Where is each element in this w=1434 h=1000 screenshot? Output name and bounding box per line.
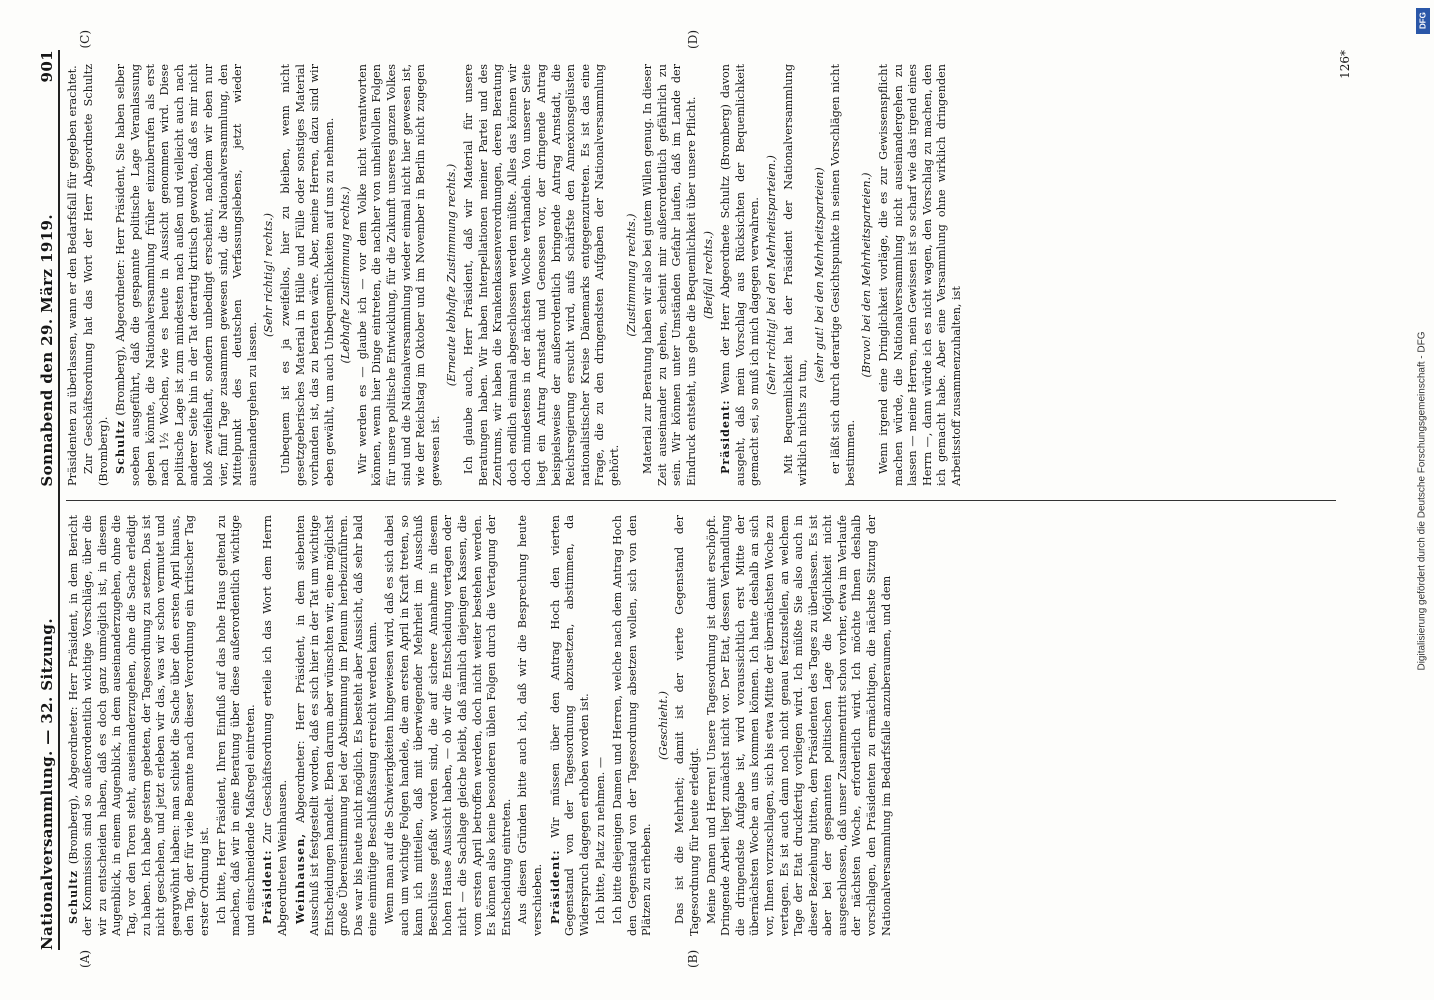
left-column [66, 500, 1336, 950]
signature-mark: 126* [1337, 50, 1352, 79]
paragraph-text: Mit Bequemlichkeit hat der Präsident der Nationalversammlung wirklich nichts zu tun, [781, 64, 810, 486]
paragraph-text: Ich glaube auch, Herr Präsident, daß wir Material für unsere Beratungen haben. Wir haben Interpellationen meiner Partei und des Zentrums, wir haben die Krankenkassenverordnungen, deren Beratung doch endlich einmal abgeschlossen werden müßte. Alles das können wir doch mindestens in der nächsten Woche verhandeln. Von unserer Seite liegt ein Antrag Arnstadt und Genossen vor, der dringende Antrag beispielsweise der außerordentlich bringende Antrag Arnstadt, die Reichsregierung ersucht wird, aufs schärfste den Annexionsgelüsten nationalistischer Kreise Dänemarks entgegenzutreten. Es ist das eine Frage, die zu den dringendsten Aufgaben der Nationalversammlung gehört. [462, 64, 621, 486]
paragraph [516, 515, 545, 936]
document-page [30, 30, 1370, 970]
paragraph-text: (sehr gut! bei den Mehrheitsparteien) [812, 167, 826, 383]
paragraph [705, 515, 895, 936]
paragraph-text: Ich bitte, Platz zu nehmen. — [594, 756, 608, 924]
paragraph-text: Abgeordneter: Herr Präsident, in dem siebenten Ausschuß ist festgestellt worden, daß es sich hier in der Tat um wichtige Entscheidungen handelt. Eben darum aber wünschten wir, eine möglichst große Übereinstimmung bei der Abstimmung im Plenum herbeizuführen. Das war bis heute nicht möglich. Es besteht aber Aussicht, daß sehr bald eine einmütige Beschlußfassung erreicht werden kann. [293, 515, 380, 936]
dfg-badge: DFG [1416, 8, 1430, 34]
stage-direction [657, 515, 672, 936]
paragraph [293, 515, 382, 936]
paragraph-text: er läßt sich durch derartige Gesichtspunkte in seinen Vorschlägen nicht bestimmen. [829, 64, 857, 486]
paragraph-text: (Zustimmung rechts.) [624, 213, 638, 337]
paragraph [718, 64, 763, 486]
paragraph [594, 515, 609, 936]
paragraph [673, 515, 702, 936]
paragraph-text: Ich bitte, Herr Präsident, Ihren Einfluß auf das hohe Haus geltend zu machen, daß wir in eine Beratung über diese außerordentlich wichtige und einschneidende Maßregel eintreten. [214, 515, 257, 936]
paragraph [66, 64, 81, 486]
paragraph [641, 64, 699, 486]
stage-direction [765, 64, 780, 486]
stage-direction [339, 64, 354, 486]
paragraph-text: Wir werden es — glaube ich — vor dem Volke nicht verantworten können, wenn hier Dinge eintreten, die nachher von unheilvollen Folgen für unsere politische Entwicklung, für die Zukunft unseres ganzen Volkes sind und die Nationalversammlung wieder einmal nicht hier gewesen ist, wie der Reichstag im Oktober und im November in Berlin nicht zugegen gewesen ist. [355, 64, 442, 486]
paragraph [462, 64, 623, 486]
paragraph-text: (Sehr richtig! rechts.) [262, 212, 276, 338]
paragraph-text: Zur Geschäftsordnung hat das Wort der Herr Abgeordnete Schultz (Bromberg). [82, 64, 110, 486]
stage-direction [702, 64, 717, 486]
header-date: Sonnabend den 29. März 1919. [38, 213, 56, 487]
stage-direction [445, 64, 460, 486]
paragraph-text: Ich bitte diejenigen Damen und Herren, welche nach dem Antrag Hoch den Gegenstand von der Tagesordnung absetzen wollen, sich von den Plätzen zu erheben. [610, 515, 654, 936]
speaker-name: Präsident: [547, 849, 562, 924]
watermark-text: Digitalisierung gefördert durch die Deutsche Forschungsgemeinschaft - DFG [1416, 331, 1428, 671]
paragraph [113, 64, 260, 486]
paragraph [279, 64, 337, 486]
paragraph-text: (Erneute lebhafte Zustimmung rechts.) [445, 163, 459, 387]
speaker-name: Präsident: [260, 849, 275, 924]
paragraph [548, 515, 593, 936]
paragraph-text: (Lebhafte Zustimmung rechts.) [339, 186, 353, 364]
paragraph-text: Wenn man auf die Schwierigkeiten hingewiesen wird, daß es sich dabei auch um wichtige Folgen handele, die am ersten April in Kraft treten, so kann ich mitteilen, daß mit überwiegender Mehrheit im Ausschuß Beschlüsse gefaßt worden sind, die auf sichere Annahme in diesem hohen Hause Aussicht haben, — ob wir die Entscheidung vertagen oder nicht — die Sachlage gleiche bleibt, daß nämlich diejenigen Kassen, die vom ersten April betroffen werden, doch nicht weiter bestehen werden. Es können also keine besonderen üblen Folgen durch die Vertagung der Entscheidung eintreten. [383, 515, 513, 936]
right-column [66, 50, 1336, 500]
digitization-watermark [1414, 6, 1430, 996]
paragraph [383, 515, 514, 936]
margin-letter-c: (C) [77, 30, 92, 49]
paragraph-text: (Beifall rechts.) [701, 231, 715, 319]
paragraph-text: Zur Geschäftsordnung erteile ich das Wort dem Herrn Abgeordneten Weinhausen. [261, 515, 289, 936]
speaker-name: Schultz [113, 420, 128, 474]
page-number: 901 [38, 50, 56, 83]
text-columns [65, 30, 1336, 968]
stage-direction [262, 64, 277, 486]
paragraph-text: Wenn irgend eine Dringlichkeit vorläge, die es zur Gewissenspflicht machen würde, die Nationalversammlung nicht auseinandergehen zu lassen — meine Herren, mein Gewissen ist so scharf wie das irgend eines Herrn —, dann würde ich es nicht wagen, den Vorschlag zu machen, den ich gemacht habe. Aber eine Versammlung ohne wirklich dringenden Arbeitsstoff zusammenzuhalten, ist [877, 64, 964, 486]
paragraph-text: (Bravo! bei den Mehrheitsparteien.) [860, 172, 874, 378]
paragraph-text: (Geschieht.) [656, 691, 670, 760]
paragraph [260, 515, 290, 936]
stage-direction [860, 64, 875, 486]
paragraph-text: Wenn der Herr Abgeordnete Schultz (Bromberg) davon ausgeht, daß mein Vorschlag aus Rücksichten der Bequemlichkeit gemacht sei, so muß ich mich dagegen verwahren. [719, 64, 762, 486]
speaker-name: Schultz [65, 870, 80, 924]
paragraph [215, 515, 259, 936]
stage-direction [813, 64, 828, 486]
speaker-name: Präsident: [718, 399, 733, 474]
header-left: Nationalversammlung. — 32. Sitzung. [38, 618, 56, 950]
paragraph-text: Das ist die Mehrheit; damit ist der vierte Gegenstand der Tagesordnung für heute erledigt. [673, 515, 701, 936]
page-header [40, 50, 60, 950]
speaker-name: Weinhausen, [292, 832, 307, 924]
paragraph-text: Präsidenten zu überlassen, wann er den Bedarfsfall für gegeben erachtet. [65, 65, 79, 486]
paragraph-text: Meine Damen und Herren! Unsere Tagesordnung ist damit erschöpft. Dringende Arbeit liegt zunächst nicht vor. Der Etat, dessen Verhandlung die dringendste Aufgabe ist, wird voraussichtlich erst Mitte der übernächsten Woche an uns kommen können. Ich hatte deshalb an sich vor, Ihnen vorzuschlagen, sich bis etwa Mitte der übernächsten Woche zu vertagen. Es ist auch dann noch nicht genau festzustellen, an welchem Tage der Etat druckfertig vorliegen wird. Ich müßte Sie also auch in dieser Beziehung bitten, dem Präsidenten des Tages zu überlassen. Es ist aber bei der gespannten politischen Lage die Möglichkeit nicht ausgeschlossen, daß unser Zusammentritt schon vorher, etwa im Verlaufe der nächsten Woche, erforderlich wird. Ich möchte Ihnen deshalb vorschlagen, den Präsidenten zu ermächtigen, die nächste Sitzung der Nationalversammlung im Bedarfsfalle anzuberaumen, und dem [704, 515, 893, 936]
margin-letter-a: (A) [77, 949, 92, 968]
paragraph-text: Wir müssen über den Antrag Hoch den vierten Gegenstand von der Tagesordnung abzusetzen, abstimmen, da Widerspruch dagegen erhoben worden ist. [548, 515, 591, 936]
paragraph [611, 515, 655, 936]
paragraph-text: Aus diesen Gründen bitte auch ich, daß wir die Besprechung heute verschieben. [516, 515, 544, 936]
paragraph [356, 64, 444, 486]
stage-direction [625, 64, 640, 486]
paragraph [66, 515, 213, 936]
paragraph [782, 64, 811, 486]
paragraph-text: Unbequem ist es ja zweifellos, hier zu bleiben, wenn nicht gesetzgeberisches Material in Hülle und Fülle oder sonstiges Material vorhanden ist, das zu beraten wäre. Aber, meine Herren, dazu sind wir eben gewählt, um auch Unbequemlichkeiten auf uns zu nehmen. [278, 64, 336, 486]
margin-letter-b: (B) [685, 949, 700, 968]
paragraph [877, 64, 965, 486]
paragraph [82, 64, 111, 486]
paragraph-text: (Bromberg), Abgeordneter: Herr Präsident, Sie haben selber soeben ausgeführt, daß die gespannte politische Lage Veranlassung geben könnte, die Nationalversammlung früher einzuberufen als erst nach 1½ Wochen, wie es heute in Aussicht genommen wird. Diese politische Lage ist zum mindesten nach außen und vielleicht auch nach anderer Seite hin in der Tat derartig kritisch geworden, daß es mir nicht bloß zweifelhaft, sondern unbedingt erscheint, nachdem wir eben nur vier, fünf Tage zusammen gewesen sind, die Nationalversammlung, den Mittelpunkt des deutschen Verfassungslebens, jetzt wieder auseinandergehen zu lassen. [114, 64, 259, 486]
paragraph [829, 64, 858, 486]
paragraph-text: Material zur Beratung haben wir also bei gutem Willen genug. In dieser Zeit auseinander zu gehen, scheint mir außerordentlich gefährlich zu sein. Wir können unter Umständen Gefahr laufen, daß im Lande der Eindruck entsteht, uns gehe die Bequemlichkeit über unsere Pflicht. [641, 64, 698, 486]
margin-letter-d: (D) [685, 30, 700, 49]
paragraph-text: (Bromberg), Abgeordneter: Herr Präsident, in dem Bericht der Kommission sind so außerordentlich wichtige Vorschläge, über die wir zu entscheiden haben, daß es doch ganz unmöglich ist, in diesem Augenblick, in einem Augenblick, in dem auseinanderzugehen, ohne die Tag, vor den Toren steht, auseinanderzugehen, ohne die Sache erledigt zu haben. Ich habe gestern gebeten, der Tagesordnung zu setzen. Das ist nicht geschehen, und jetzt erleben wir das, was wir schon vermutet und geargwöhnt haben: man schiebt die Sache über den ersten April hinaus, den Tag, der für viele Beamte nach dieser Verordnung ein kritischer Tag erster Ordnung ist. [66, 515, 211, 936]
paragraph-text: (Sehr richtig! bei den Mehrheitsparteien.) [764, 155, 778, 395]
